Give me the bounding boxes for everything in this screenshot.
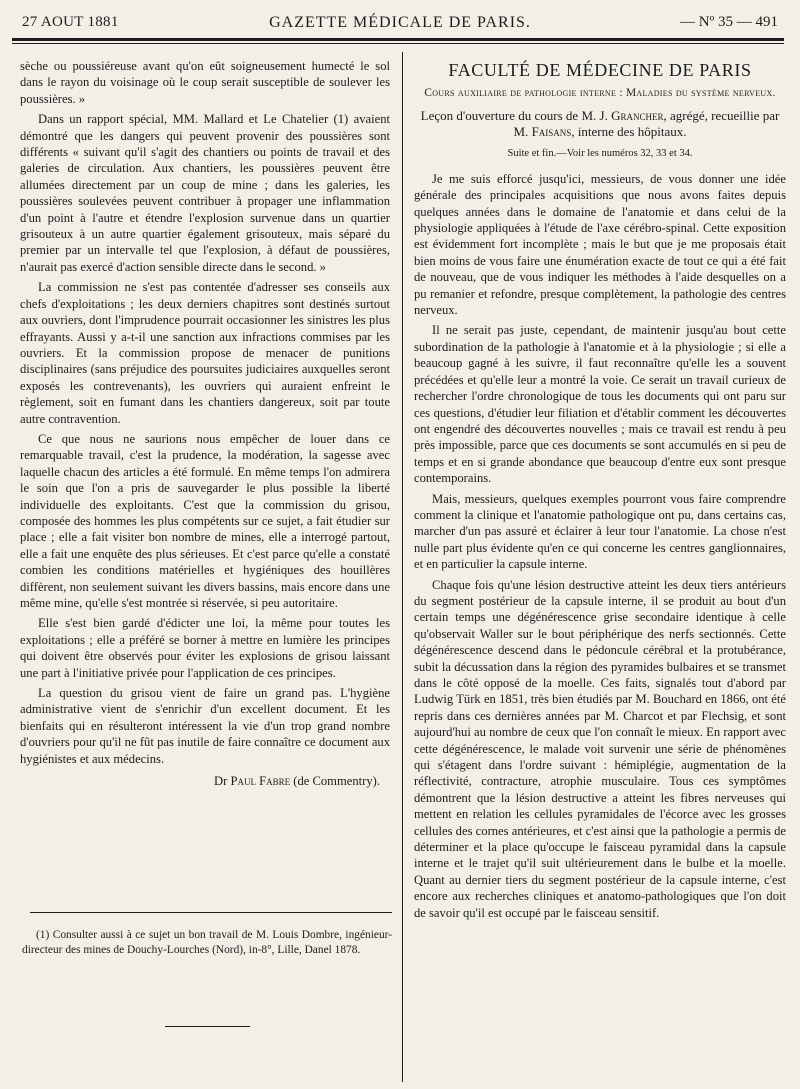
paragraph: sèche ou poussiéreuse avant qu'on eût soigneusement humecté le sol dans le rayon du voisinage où le coup serait susceptible de soulever les poussières. » [20,59,390,106]
footnote-text: (1) Consulter aussi à ce sujet un bon travail de M. Louis Dombre, ingénieur-directeur des mines de Douchy-Lourches (Nord), in-8°, Lille, Danel 1878. [22,929,392,956]
signature [20,773,390,789]
paragraph: Ce que nous ne saurions nous empêcher de louer dans ce remarquable travail, c'est la prudence, la modération, la sagesse avec laquelle chacun des articles a été formulé. En même temps l'on admirera le soin que l'on a pris de sauvegarder le plus possible la liberté individuelle des exploitants. C'est que la commission du grisou, composée des hommes les plus compétents sur ce sujet, a fait étudier sur place ; elle a fait visiter bon nombre de mines, elle a interrogé partout, elle a fait une enquête des plus sérieuses. Et c'est parce qu'elle a constaté combien les conditions matérielles et hygiéniques des houillères diffèrent, non seulement suivant les divers bassins, mais encore dans une même mine, qu'elle s'est montrée si réservée, si peu autoritaire. [20,431,390,610]
page-number: — Nº 35 — 491 [680,14,778,30]
journal-title: GAZETTE MÉDICALE DE PARIS. [269,14,531,31]
right-column [414,58,786,925]
paragraph: Mais, messieurs, quelques exemples pourront vous faire comprendre comment la clinique et l'anatomie pathologique ont pu, dans certains cas, marcher d'un pas assuré et éclairer à leur tour l'anatomie. La chose n'est nulle part plus évidente qu'en ce qui concerne les centres ganglionnaires, et en particulier la capsule interne. [414,491,786,572]
running-header [22,10,778,36]
footnote-rule [30,912,392,913]
column-separator [402,52,403,1082]
lecture-byline [420,108,780,140]
signature-suffix: (de Commentry). [293,774,380,789]
paragraph: La question du grisou vient de faire un grand pas. L'hygiène administrative vient de s'enrichir d'un excellent document. Et les bienfaits qui en résulteront intéressent la vie d'un trop grand nombre d'ouvriers pour qu'il ne fût pas inutile de faire connaître ce document aux hygiénistes et aux médecins. [20,686,390,766]
footnote [22,928,392,958]
byline-author: Grancher [611,108,664,124]
paragraph: Chaque fois qu'une lésion destructive atteint les deux tiers antérieurs du segment postérieur de la capsule interne, il se produit au bout d'un certain temps une dégénérescence grise secondaire identique à celle qu'observait Waller sur le bout périphérique des nerfs sectionnés. Cette dégénérescence descend dans le pédoncule cérébral et la protubérance, subit la décussation dans la région des pyramides bulbaires et se transmet dans le côté opposé de la moelle. Ces faits, signalés tout d'abord par Ludwig Türk en 1851, très bien étudiés par M. Bouchard en 1866, ont été repris dans ces dernières années par M. Charcot et par Flechsig, et sont aujourd'hui au nombre de ceux que l'on connaît le mieux. En rapport avec cette dégénérescence, le malade voit survenir une série de phénomènes qui s'étagent dans l'ordre suivant : hémiplégie, augmentation de la réflectivité, contracture, atrophie musculaire. Tous ces symptômes démontrent que la lésion destructive a atteint les fibres nerveuses qui mettent en relation les cellules pyramidales de l'écorce avec les grosses cellules des cornes antérieures, et c'est ainsi que la pathologie a permis de déterminer et la place qu'occupe le faisceau pyramidal dans la capsule interne et le trajet qu'il suit ultérieurement dans le bulbe et la moelle. Quant au dernier tiers du segment postérieur de la capsule interne, c'est encore aux recherches cliniques et anatomo-pathologiques que l'on doit de savoir qu'il est occupé par le faisceau sensitif. [414,577,786,920]
continuation-note: Suite et fin.—Voir les numéros 32, 33 et 34. [507,148,693,160]
byline-middle: , agrégé, recueillie par M. [513,108,780,140]
signature-name: Paul Fabre [230,774,291,789]
paragraph: La commission ne s'est pas contentée d'adresser ses conseils aux chefs d'exploitations ; les deux derniers chapitres sont destinés surtout aux ouvriers, dont l'imprudence pourrait occasionner les sinistres les plus effrayants. Aussi y a-t-il une sanction aux infractions commises par les ouvriers. Et la commission propose de menacer de punitions disciplinaires (sans préjudice des poursuites judiciaires auxquelles seront exposés les contrevenants), les ouvriers qui auraient enfreint le règlement, soit en fumant dans les chantiers dangereux, soit par toute autre contravention. [20,280,390,426]
paragraph: Dans un rapport spécial, MM. Mallard et Le Chatelier (1) avaient démontré que les dangers qui peuvent provenir des poussières sont différents « suivant qu'il s'agit des chantiers ou points de travail et des galeries de circulation. Aux chantiers, les poussières peuvent être allumées directement par un coup de mine ; dans les galeries, les poussières soulevées peuvent contribuer à propager une inflammation d'un point à l'autre et étendre l'explosion survenue dans un quartier grisouteux à un autre quartier également grisouteux, mais séparé du premier par un intervalle tel que l'explosion, à défaut de poussières, n'aurait pas exercé d'action sensible directe dans le second. » [20,112,390,274]
paragraph: Il ne serait pas juste, cependant, de maintenir jusqu'au bout cette subordination de la pathologie à l'anatomie et à la physiologie ; si elle a beaucoup gagné à les suivre, il faut reconnaître qu'elle les a souvent précédées et qu'elle leur a montré la voie. Ce serait un travail curieux de rechercher l'ordre chronologique de tous les documents qui ont paru sur ces questions, d'étudier leur filiation et d'établir comment les découvertes ont engendré des découvertes nouvelles ; mais ce travail est rendu à peu près impossible, parce que ces documents se sont accumulés en si peu de temps et en si grande abondance que beaucoup d'entre eux sont presque contemporains. [414,323,786,486]
signature-prefix: Dr [213,774,228,789]
end-rule [165,1026,250,1027]
issue-date: 27 AOUT 1881 [22,14,119,30]
byline-suffix: , interne des hôpitaux. [571,124,687,140]
byline-reporter: Faisans [531,124,572,140]
paragraph: Je me suis efforcé jusqu'ici, messieurs, de vous donner une idée générale des principales acquisitions que nous avons faites depuis quelques années dans le domaine de l'anatomie et dans celui de la physiologie appliquées à l'étude de l'axe cérébro-spinal. Cette exposition est évidemment fort incomplète ; mais le but que je me proposais était bien moins de vous faire une énumération exacte de tout ce qui a été fait de nouveau, que de vous indiquer les méthodes à l'aide desquelles on a pu remanier et refondre, presque complètement, la pathologie des centres nerveux. [414,171,786,318]
left-column [20,58,390,793]
section-title: FACULTÉ DE MÉDECINE DE PARIS [448,60,752,80]
paragraph: Elle s'est bien gardé d'édicter une loi, la même pour toutes les exploitations ; elle a préféré se borner à mettre en lumière les principes qui doivent être observés pour éviter les explosions de grisou laissant une part à l'initiative privée pour l'application de ces principes. [20,616,390,680]
header-rule-thick [12,38,784,41]
header-rule-thin [12,43,784,44]
byline-prefix: Leçon d'ouverture du cours de M. J. [420,108,608,124]
course-subtitle: Cours auxiliaire de pathologie interne : Maladies du système nerveux. [424,87,776,100]
